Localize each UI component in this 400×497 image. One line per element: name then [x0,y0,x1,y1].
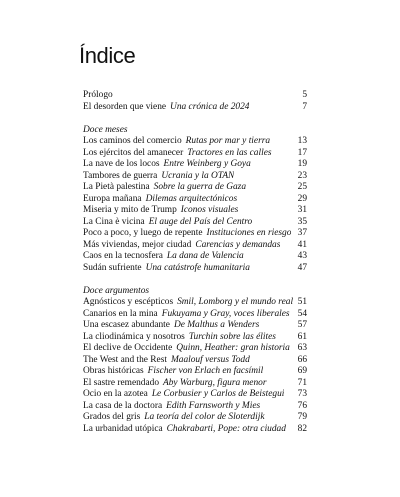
toc-entry-subtitle: Aby Warburg, figura menor [163,377,267,388]
toc-entry-subtitle: Una catástrofe humanitaria [145,262,250,273]
toc-entry-text [83,240,280,252]
toc-entry-text [83,297,293,309]
toc-entry-subtitle: Fischer von Erlach en facsímil [147,366,264,376]
toc-entry-text [83,355,250,367]
toc-entry-subtitle: Chakrabarti, Pope: otra ciudad [166,423,286,434]
toc-entry[interactable] [83,389,307,401]
toc-entry-page-number: 5 [302,90,307,100]
toc-entry-page-number: 29 [297,193,307,204]
toc-entry-subtitle: Carencias y demandas [195,239,281,250]
toc-entry[interactable] [83,159,307,171]
toc-entry-text [83,366,263,378]
toc-entry-text [83,205,238,217]
toc-entry-text [83,102,249,114]
toc-entry-page-number: 63 [297,343,307,353]
toc-entry-text [83,412,265,424]
toc-entry-page-number: 82 [297,423,307,434]
toc-entry-text [83,217,252,229]
toc-entry-text [83,194,237,206]
toc-entry[interactable] [83,378,307,390]
toc-entry-title: La urbanidad utópica [83,423,163,434]
toc-entry-subtitle: De Malthus a Wenders [173,320,260,330]
toc-entry-text [83,90,113,102]
toc-entry-page-number: 71 [297,377,307,388]
toc-entry[interactable] [83,309,307,321]
toc-entry-subtitle: Fukuyama y Gray, voces liberales [161,308,290,319]
toc-entry-page-number: 79 [297,412,307,422]
toc-entry-subtitle: Edith Farnsworth y Mies [166,400,261,411]
toc-entry-title: La casa de la doctora [83,400,163,411]
toc-entry-subtitle: Rutas por mar y tierra [185,136,271,146]
toc-entry-text [83,159,251,171]
toc-entry-title: Grados del gris [83,412,141,422]
toc-entry[interactable] [83,263,307,275]
toc-entry[interactable] [83,240,307,252]
toc-entry-text [83,343,290,355]
toc-entry-title: The West and the Rest [83,354,167,365]
toc-entry-text [83,378,267,390]
toc-entry-page-number: 23 [297,170,307,181]
toc-entry-page-number: 13 [297,136,307,146]
toc-entry-subtitle: Ucrania y la OTAN [161,170,235,181]
toc-entry-page-number: 54 [297,308,307,319]
toc-entry[interactable] [83,401,307,413]
toc-entry-text [83,182,246,194]
toc-entry-text [83,148,272,160]
toc-entry[interactable] [83,182,307,194]
toc-entry-subtitle: Iconos visuales [180,205,239,215]
toc-entry-title: Caos en la tecnosfera [83,251,163,261]
toc-entry-subtitle: Le Corbusier y Carlos de Beistegui [151,389,285,399]
toc-sections [83,125,307,436]
toc-entry-subtitle: Sobre la guerra de Gaza [153,182,247,192]
toc-entry-title: Los caminos del comercio [83,136,182,146]
toc-entry-page-number: 57 [297,320,307,330]
toc-entry[interactable] [83,424,307,436]
toc-entry-title: Más viviendas, mejor ciudad [83,239,192,250]
toc-entry-title: Poco a poco, y luego de repente [83,228,203,238]
toc-entry-title: La cliodinámica y nosotros [83,331,185,342]
toc-entry-page-number: 47 [297,262,307,273]
toc-entry[interactable] [83,194,307,206]
toc-entry-title: Una escasez abundante [83,320,170,330]
toc-entry-text [83,136,270,148]
toc-entry-subtitle: Instituciones en riesgo [206,228,292,238]
toc-entry-subtitle: La teoría del color de Sloterdijk [144,412,265,422]
toc-entry-page-number: 43 [297,251,307,261]
toc-entry-text [83,389,284,401]
toc-entry-title: La nave de los locos [83,159,160,169]
toc-entry-title: Obras históricas [83,366,144,376]
toc-entry-subtitle: Quinn, Heather: gran historia [176,343,290,353]
toc-entry[interactable] [83,228,307,240]
toc-entry-subtitle: Smil, Lomborg y el mundo real [177,297,294,307]
toc-entry[interactable] [83,102,307,114]
toc-entry-page-number: 76 [297,400,307,411]
toc-entry-page-number: 37 [297,228,307,238]
page-title: Índice [79,43,136,68]
toc-entry[interactable] [83,90,307,102]
toc-entry-subtitle: Turchin sobre las élites [188,331,276,342]
toc-entry[interactable] [83,332,307,344]
toc-entry-subtitle: La dana de Valencia [166,251,244,261]
toc-entry-text [83,401,260,413]
toc-entry-subtitle: Dilemas arquitectónicos [145,193,238,204]
toc-entry-subtitle: Tractores en las calles [187,147,272,158]
toc-entry-text [83,263,250,275]
toc-entry[interactable] [83,136,307,148]
toc-intro [83,90,307,113]
toc-entry-page-number: 41 [297,239,307,250]
toc-entry[interactable] [83,171,307,183]
section-heading: Doce meses [83,124,128,135]
toc-entry-title: La Pietà palestina [83,182,150,192]
toc-entry-text [83,171,234,183]
table-of-contents [83,90,307,435]
toc-entry-title: La Cina è vicina [83,216,145,227]
section-gap [83,274,307,286]
toc-entry[interactable] [83,251,307,263]
toc-entry-page-number: 25 [297,182,307,192]
toc-entry-text [83,424,286,436]
toc-entry-title: Agnósticos y escépticos [83,297,174,307]
toc-entry-title: Tambores de guerra [83,170,158,181]
toc-entry-page-number: 51 [297,297,307,307]
toc-entry[interactable] [83,366,307,378]
toc-entry-page-number: 19 [297,159,307,169]
toc-entry-page-number: 73 [297,389,307,399]
toc-entry-page-number: 61 [297,331,307,342]
toc-entry-title: Ocio en la azotea [83,389,148,399]
toc-entry-page-number: 31 [297,205,307,215]
toc-entry[interactable] [83,412,307,424]
toc-entry[interactable] [83,320,307,332]
toc-entry[interactable] [83,343,307,355]
toc-entry-page-number: 35 [297,216,307,227]
toc-entry-title: Sudán sufriente [83,262,142,273]
toc-entry[interactable] [83,355,307,367]
toc-entry-text [83,309,290,321]
toc-entry-title: Prólogo [83,90,113,100]
toc-entry-text [83,228,291,240]
toc-entry-subtitle: El auge del País del Centro [148,216,253,227]
toc-entry-text [83,320,259,332]
toc-entry-title: Europa mañana [83,193,142,204]
toc-entry-page-number: 66 [297,354,307,365]
toc-entry[interactable] [83,217,307,229]
toc-entry-title: Los ejércitos del amanecer [83,147,184,158]
toc-entry[interactable] [83,205,307,217]
toc-entry[interactable] [83,148,307,160]
toc-entry-title: El sastre remendado [83,377,160,388]
toc-entry-title: El desorden que viene [83,101,167,112]
toc-entry-page-number: 17 [297,147,307,158]
toc-entry-subtitle: Una crónica de 2024 [170,101,250,112]
toc-entry-subtitle: Entre Weinberg y Goya [163,159,251,169]
toc-entry-page-number: 7 [302,101,307,112]
toc-entry-text [83,332,276,344]
toc-entry-title: Miseria y mito de Trump [83,205,177,215]
toc-entry-page-number: 69 [297,366,307,376]
toc-entry-text [83,251,244,263]
toc-entry-title: Canarios en la mina [83,308,158,319]
section-gap [83,113,307,125]
toc-entry-title: El declive de Occidente [83,343,173,353]
toc-entry[interactable] [83,297,307,309]
section-heading: Doce argumentos [83,285,150,296]
toc-entry-subtitle: Maalouf versus Todd [170,354,250,365]
